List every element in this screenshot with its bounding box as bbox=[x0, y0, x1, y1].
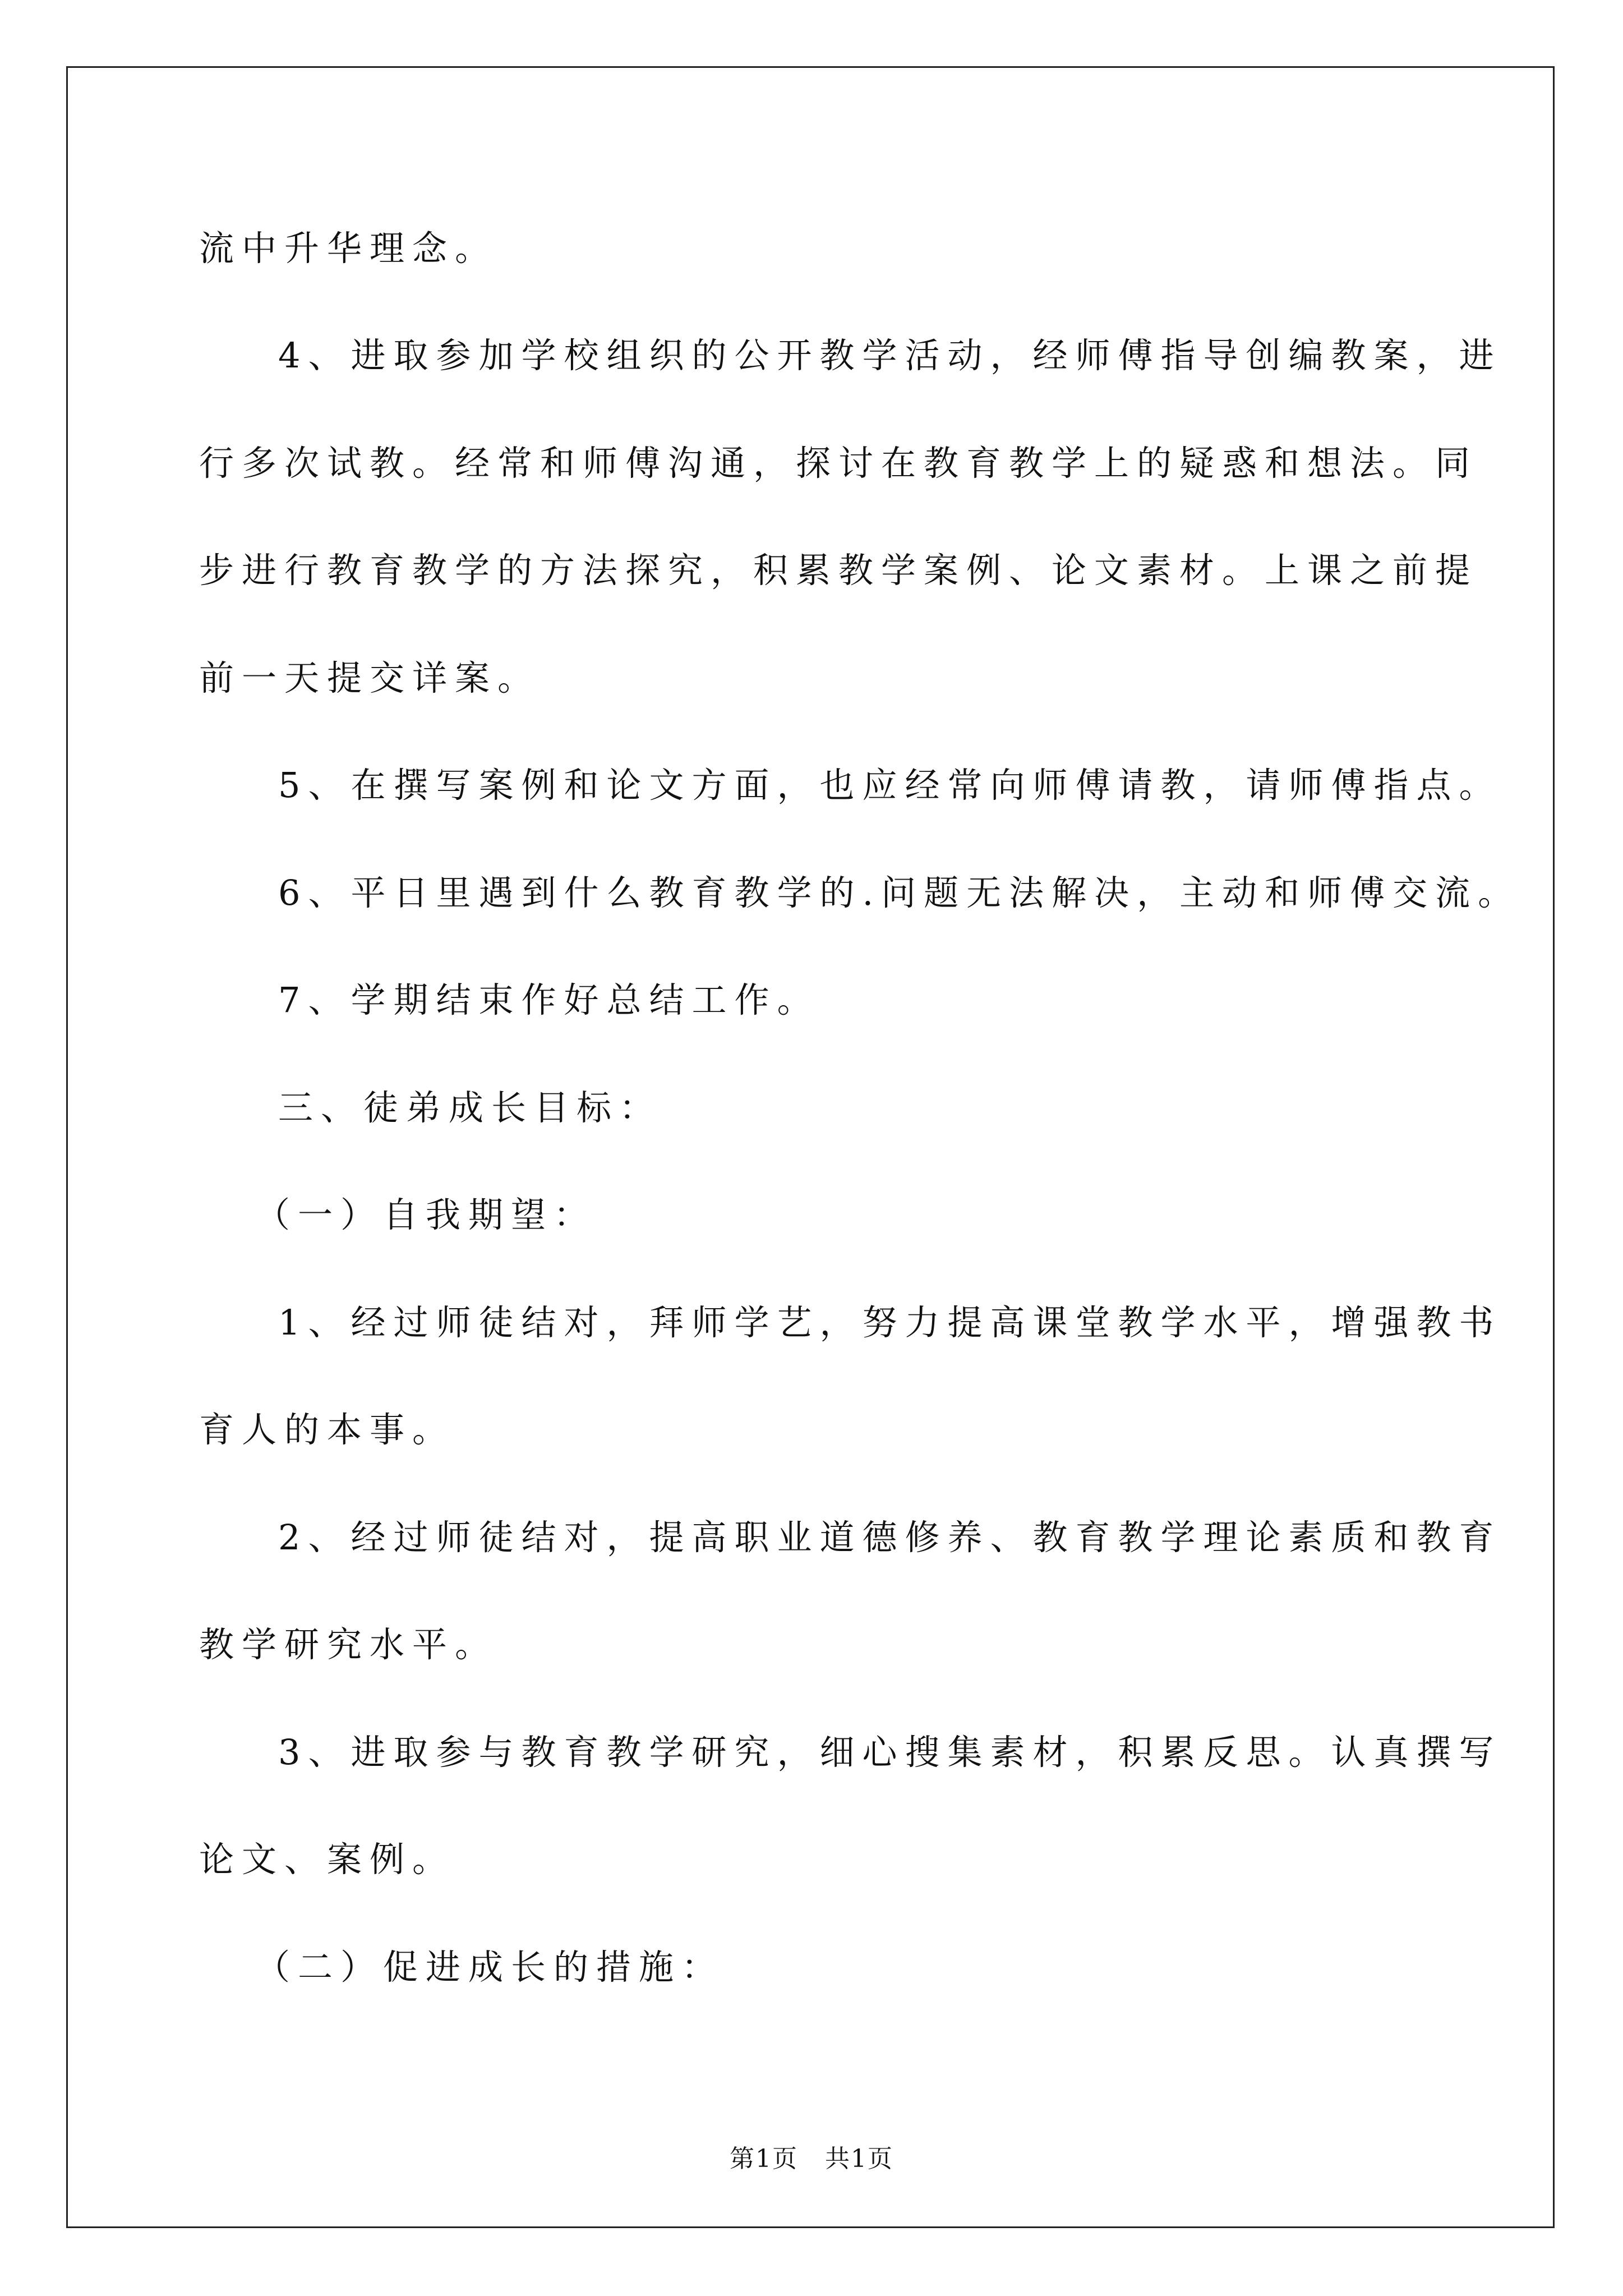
text-line: 教学研究水平。 bbox=[199, 1624, 498, 1665]
subsection-heading: （一）自我期望： bbox=[255, 1194, 597, 1235]
text-line: 4、进取参加学校组织的公开教学活动，经师傅指导创编教案，进 bbox=[278, 335, 1502, 376]
text-line: 步进行教育教学的方法探究，积累教学案例、论文素材。上课之前提 bbox=[199, 550, 1478, 591]
text-line: 5、在撰写案例和论文方面，也应经常向师傅请教，请师傅指点。 bbox=[278, 765, 1502, 806]
text-line: 3、进取参与教育教学研究，细心搜集素材，积累反思。认真撰写 bbox=[278, 1732, 1502, 1773]
text-line: 论文、案例。 bbox=[199, 1839, 455, 1880]
text-line: 1、经过师徒结对，拜师学艺，努力提高课堂教学水平，增强教书 bbox=[278, 1302, 1502, 1343]
subsection-heading: （二）促进成长的措施： bbox=[255, 1947, 725, 1987]
text-line: 2、经过师徒结对，提高职业道德修养、教育教学理论素质和教育 bbox=[278, 1517, 1502, 1558]
page-border bbox=[66, 66, 1555, 2228]
text-line: 行多次试教。经常和师傅沟通，探讨在教育教学上的疑惑和想法。同 bbox=[199, 443, 1478, 484]
page-footer: 第1页 共1页 bbox=[730, 2145, 893, 2173]
text-line: 流中升华理念。 bbox=[199, 228, 498, 269]
text-line: 6、平日里遇到什么教育教学的.问题无法解决，主动和师傅交流。 bbox=[278, 872, 1521, 913]
text-line: 7、学期结束作好总结工作。 bbox=[278, 979, 820, 1020]
text-line: 育人的本事。 bbox=[199, 1409, 455, 1450]
text-line: 前一天提交详案。 bbox=[199, 657, 541, 698]
section-heading: 三、徒弟成长目标： bbox=[278, 1087, 662, 1128]
